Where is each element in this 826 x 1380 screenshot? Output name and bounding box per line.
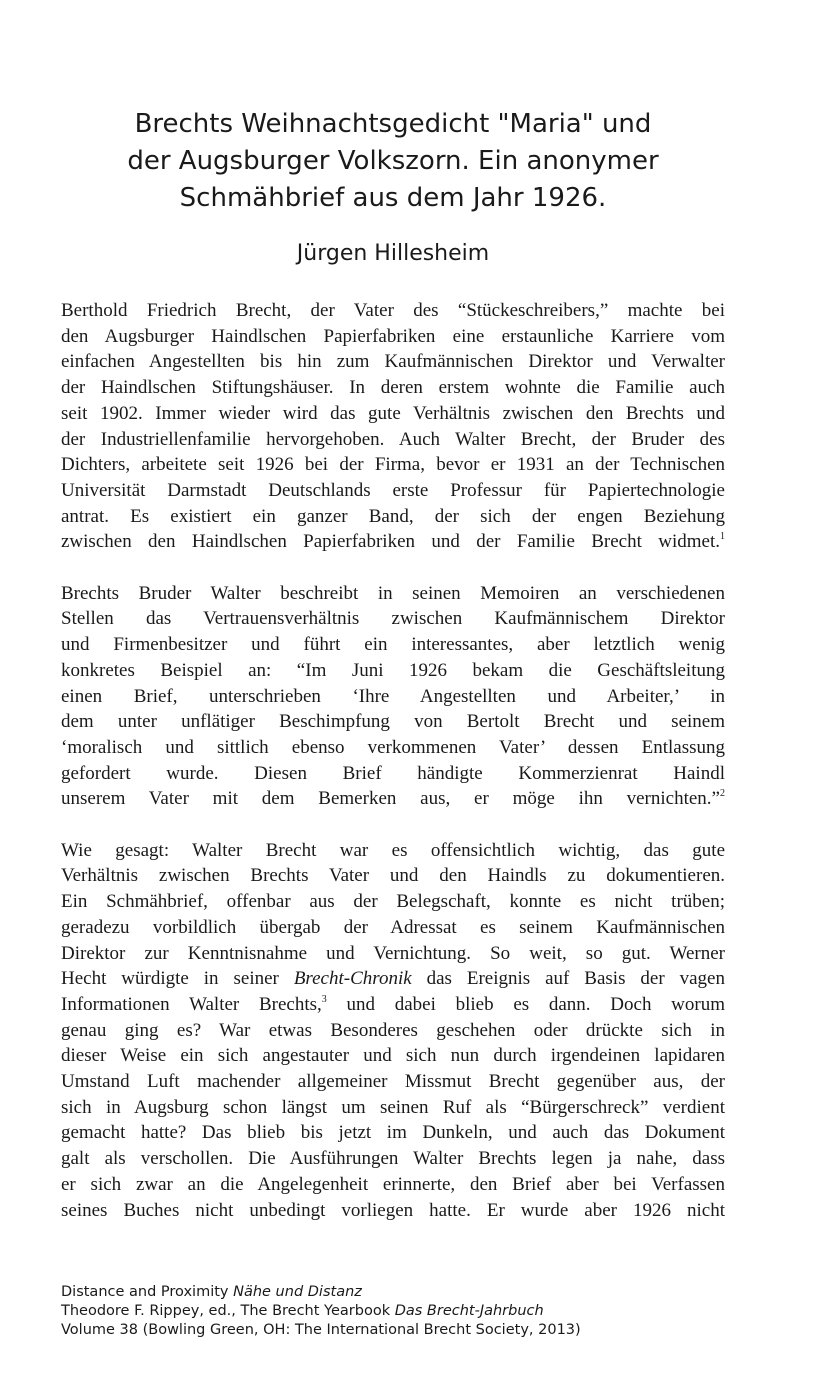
footer-text: Theodore F. Rippey, ed., The Brecht Yearbook [61,1303,395,1319]
text-line: einen Brief, unterschrieben ‘Ihre Angestellten und Arbeiter,’ in [61,685,725,707]
text-line: der Haindlschen Stiftungshäuser. In deren erstem wohnte die Familie auch [61,377,725,399]
paragraph [61,298,725,555]
title-line: Brechts Weihnachtsgedicht "Maria" und [134,109,652,139]
text-line: ‘moralisch und sittlich ebenso verkommenen Vater’ dessen Entlassung [61,736,725,758]
title-line: der Augsburger Volkszorn. Ein anonymer [127,146,659,176]
text-line: genau ging es? War etwas Besonderes geschehen oder drückte sich in [61,1019,725,1041]
footnote-marker: 1 [720,531,725,543]
text-line [61,786,725,812]
text-line: Verhältnis zwischen Brechts Vater und den Haindls zu dokumentieren. [61,865,725,887]
text-line: dem unter unflätiger Beschimpfung von Bertolt Brecht und seinem [61,711,725,733]
text-line: Wie gesagt: Walter Brecht war es offensichtlich wichtig, das gute [61,839,725,861]
text-fragment: zwischen den Haindlschen Papierfabriken und der Familie Brecht widmet. [61,531,720,553]
text-line: antrat. Es existiert ein ganzer Band, der sich der engen Beziehung [61,505,725,527]
text-line: der Industriellenfamilie hervorgehoben. Auch Walter Brecht, der Bruder des [61,428,725,450]
footer-line [61,1302,741,1321]
text-line: Direktor zur Kenntnisnahme und Vernichtung. So weit, so gut. Werner [61,942,725,964]
text-line: galt als verschollen. Die Ausführungen Walter Brechts legen ja nahe, dass [61,1148,725,1170]
text-line: Umstand Luft machender allgemeiner Missmut Brecht gegenüber aus, der [61,1071,725,1093]
footer-line: Volume 38 (Bowling Green, OH: The International Brecht Society, 2013) [61,1322,581,1338]
article-body [61,298,725,1223]
text-line [61,992,725,1018]
text-line: Universität Darmstadt Deutschlands erste Professur für Papiertechnologie [61,479,725,501]
publication-footer [61,1283,741,1340]
text-fragment: Hecht würdigte in seiner [61,968,294,990]
text-fragment: Informationen Walter Brechts, [61,993,322,1015]
text-line: gefordert wurde. Diesen Brief händigte Kommerzienrat Haindl [61,762,725,784]
text-line: dieser Weise ein sich angestauter und sich nun durch irgendeinen lapidaren [61,1045,725,1067]
text-line: einfachen Angestellten bis hin zum Kaufmännischen Direktor und Verwalter [61,351,725,373]
article-title [60,106,726,217]
text-line [61,966,725,992]
paragraph [61,838,725,1224]
text-line: und Firmenbesitzer und führt ein interessantes, aber letztlich wenig [61,634,725,656]
text-line: geradezu vorbildlich übergab der Adressat es seinem Kaufmännischen [61,916,725,938]
footer-text: Distance and Proximity [61,1284,234,1300]
text-line: Brechts Bruder Walter beschreibt in seinen Memoiren an verschiedenen [61,582,725,604]
footer-line [61,1283,741,1302]
text-line: Dichters, arbeitete seit 1926 bei der Firma, bevor er 1931 an der Technischen [61,454,725,476]
text-line: den Augsburger Haindlschen Papierfabriken eine erstaunliche Karriere vom [61,325,725,347]
text-line: sich in Augsburg schon längst um seinen Ruf als “Bürgerschreck” verdient [61,1096,725,1118]
text-line: er sich zwar an die Angelegenheit erinnerte, den Brief aber bei Verfassen [61,1173,725,1195]
text-fragment: und dabei blieb es dann. Doch worum [326,993,725,1015]
footer-italic: Nähe und Distanz [233,1284,362,1300]
footer-italic: Das Brecht-Jahrbuch [394,1303,544,1319]
footnote-marker: 2 [720,788,725,800]
text-line: Berthold Friedrich Brecht, der Vater des “Stückeschreibers,” machte bei [61,300,725,321]
italic-title: Brecht-Chronik [293,968,412,990]
text-line: seines Buches nicht unbedingt vorliegen hatte. Er wurde aber 1926 nicht [61,1199,725,1221]
paragraph [61,581,725,812]
text-line [61,529,725,555]
title-line: Schmähbrief aus dem Jahr 1926. [179,183,607,213]
text-fragment: unserem Vater mit dem Bemerken aus, er möge ihn vernichten.” [61,788,720,810]
author-name: Jürgen Hillesheim [296,241,490,266]
text-line: konkretes Beispiel an: “Im Juni 1926 bekam die Geschäftsleitung [61,659,725,681]
footnote-marker: 3 [321,993,327,1005]
text-line: Stellen das Vertrauensverhältnis zwischen Kaufmännischem Direktor [61,608,725,630]
text-line: Ein Schmähbrief, offenbar aus der Belegschaft, konnte es nicht trüben; [61,891,725,913]
text-line: seit 1902. Immer wieder wird das gute Verhältnis zwischen den Brechts und [61,402,725,424]
text-line: gemacht hatte? Das blieb bis jetzt im Dunkeln, und auch das Dokument [61,1122,725,1144]
text-fragment: das Ereignis auf Basis der vagen [411,968,725,990]
